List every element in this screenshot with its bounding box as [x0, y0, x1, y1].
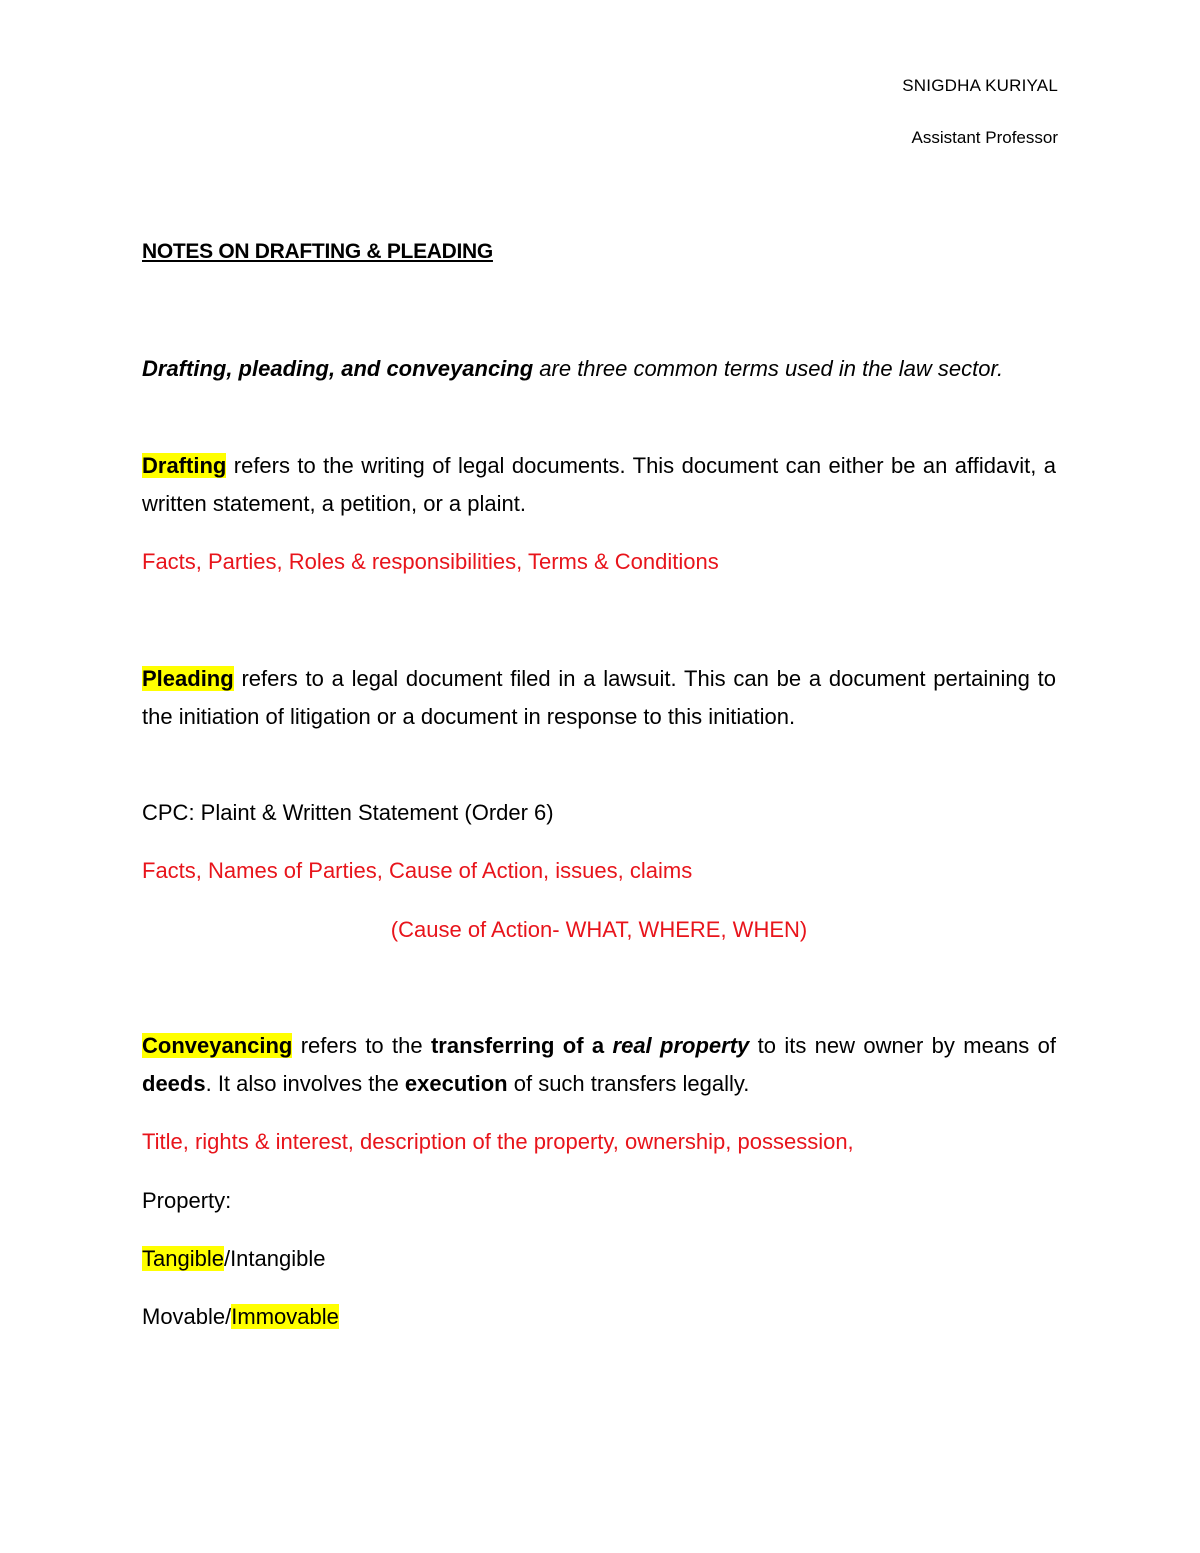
conveyancing-bold-1: transferring of a: [430, 1033, 613, 1058]
conveyancing-bold-italic: real property: [612, 1033, 750, 1058]
intro-text: are three common terms used in the law sector.: [533, 356, 1004, 381]
author-role: Assistant Professor: [911, 128, 1058, 147]
pleading-paragraph: [142, 660, 1056, 736]
property-label: Property:: [142, 1188, 232, 1213]
author-name: SNIGDHA KURIYAL: [902, 76, 1058, 95]
intangible-text: /Intangible: [223, 1246, 326, 1271]
pleading-definition: refers to a legal document filed in a lawsuit. This can be a document pertaining to the initiation of litigation or a document in response to this initiation.: [142, 666, 1056, 729]
conveyancing-bold-2: deeds: [142, 1071, 206, 1096]
cause-of-action-note: (Cause of Action- WHAT, WHERE, WHEN): [390, 917, 808, 942]
pleading-elements: Facts, Names of Parties, Cause of Action, issues, claims: [142, 858, 693, 883]
property-movable-line: [142, 1298, 1056, 1336]
conveyancing-elements: Title, rights & interest, description of the property, ownership, possession,: [142, 1129, 854, 1154]
conveyancing-text-3: . It also involves the: [205, 1071, 405, 1096]
movable-text: Movable/: [142, 1304, 232, 1329]
drafting-term: Drafting: [142, 453, 227, 478]
intro-paragraph: [142, 350, 1056, 388]
conveyancing-text-1: refers to the: [292, 1033, 431, 1058]
tangible-highlight: Tangible: [142, 1246, 224, 1271]
document-title: NOTES ON DRAFTING & PLEADING: [142, 240, 493, 263]
conveyancing-text-4: of such transfers legally.: [507, 1071, 750, 1096]
drafting-paragraph: [142, 447, 1056, 523]
conveyancing-paragraph: [142, 1027, 1056, 1103]
pleading-term: Pleading: [142, 666, 234, 691]
intro-bold-terms: Drafting, pleading, and conveyancing: [142, 356, 534, 381]
cpc-line: CPC: Plaint & Written Statement (Order 6): [142, 800, 554, 825]
conveyancing-bold-3: execution: [404, 1071, 508, 1096]
property-tangible-line: [142, 1240, 1056, 1278]
drafting-definition: refers to the writing of legal documents. This document can either be an affidavit, a written statement, a petition, or a plaint.: [142, 453, 1056, 516]
conveyancing-term: Conveyancing: [142, 1033, 293, 1058]
immovable-highlight: Immovable: [231, 1304, 339, 1329]
drafting-elements: Facts, Parties, Roles & responsibilities, Terms & Conditions: [142, 549, 719, 574]
conveyancing-text-2: to its new owner by means of: [749, 1033, 1056, 1058]
